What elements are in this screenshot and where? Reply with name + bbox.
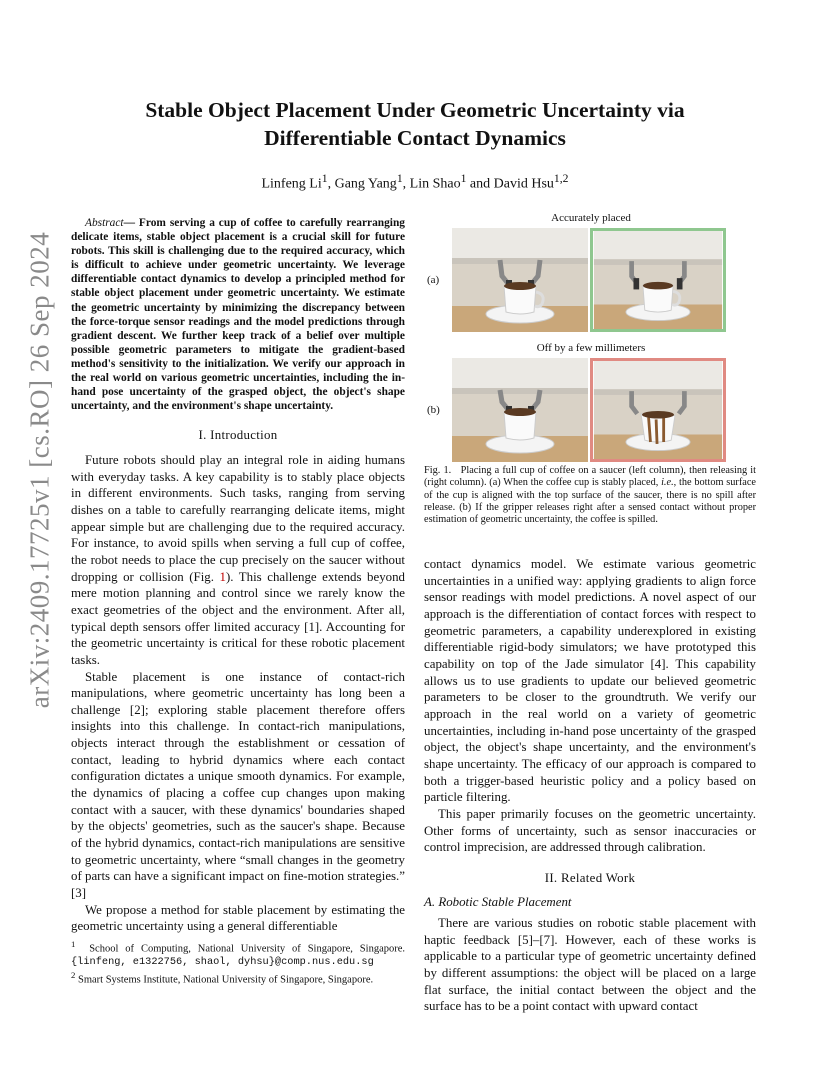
paragraph-text: Future robots should play an integral role in aiding humans with everyday tasks. A key capability is to stably place objects in different environments. Such tasks, ranging from serving dishes on a table to carefully rearranging delicate items, might appear simple but are challenging due to the required accuracy. For instance, to avoid spills when serving a full cup of coffee, the robot needs to place the cup precisely on the saucer without dropping or collision (Fig. — [71, 452, 405, 584]
paragraph: Stable placement is one instance of contact-rich manipulations, where geometric uncertainty has long been a challenge [2]; exploring stable placement therefore offers insights into this challenge. In contact-rich manipulations, objects interact through the establishment or cessation of contact, leading to hybrid dynamics where each contact configuration dictates a unique smooth dynamics. For example, the dynamics of placing a coffee cup changes upon making contact with a saucer, with these dynamics' boundaries shaped by the objects' geometries, such as the saucer's shape. Because of the hybrid dynamics, contact-rich manipulations are sensitive to geometric uncertainty, where “small changes in the geometry of parts can have a significant impact on fine-motion strategies.” [3] — [71, 669, 405, 901]
figure-row-b — [424, 358, 758, 464]
footnote-text: Smart Systems Institute, National University of Singapore, Singapore. — [78, 974, 374, 986]
footnote-mark: 1 — [71, 939, 76, 949]
subsection-heading: A. Robotic Stable Placement — [424, 895, 572, 910]
author-name: David Hsu — [493, 176, 554, 192]
cup-spilled-image — [593, 361, 723, 459]
arxiv-identifier-margin — [0, 0, 70, 1072]
footnote-1 — [71, 938, 405, 969]
caption-text: , the bottom surface of the cup is aligned with the top surface of the saucer, there is no spill after release. (b) If the gripper releases right after a sensed contact without proper estimation of geometric uncertainty, the coffee is spilled. — [424, 477, 756, 526]
row-label: (a) — [427, 274, 440, 286]
figure-caption — [424, 465, 756, 526]
figure-1 — [424, 212, 758, 468]
author-name: Lin Shao — [409, 176, 461, 192]
paragraph: This paper primarily focuses on the geometric uncertainty. Other forms of uncertainty, such as sensor inaccuracies or control imprecision, are addressed through calibration. — [424, 806, 756, 855]
author-list — [100, 172, 730, 193]
abstract-label: Abstract — [85, 217, 124, 229]
footnote-text: School of Computing, National University of Singapore, Singapore. — [89, 943, 406, 955]
figure-reference-link[interactable]: 1 — [219, 569, 226, 584]
paragraph — [71, 452, 405, 669]
photo-misplaced-cup-gripper — [452, 358, 588, 462]
photo-released-cup-spilled — [590, 358, 726, 462]
affiliation-mark: 1 — [321, 172, 328, 185]
caption-italic: i.e. — [661, 477, 674, 489]
row-label: (b) — [427, 404, 440, 416]
photo-placed-cup-gripper — [452, 228, 588, 332]
arxiv-id: arXiv:2409.17725v1 [cs.RO] 26 Sep 2024 — [24, 231, 55, 709]
affiliation-mark: 1 — [396, 172, 403, 185]
left-column — [71, 216, 405, 935]
right-column — [424, 556, 756, 1015]
cup-released-image — [593, 231, 723, 329]
figure-row-a — [424, 228, 758, 334]
caption-label: Fig. 1. — [424, 465, 452, 476]
abstract — [71, 216, 405, 413]
footnote-mark: 2 — [71, 969, 76, 980]
author-name: Linfeng Li — [261, 176, 322, 192]
author-separator: and — [466, 176, 494, 192]
figure-row-title: Off by a few millimeters — [536, 342, 646, 354]
email-addresses: {linfeng, e1322756, shaol, dyhsu}@comp.nus.edu.sg — [71, 956, 374, 969]
author-name: Gang Yang — [334, 176, 397, 192]
photo-released-cup-no-spill — [590, 228, 726, 332]
affiliation-mark: 1 — [460, 172, 467, 185]
section-heading-introduction: I. Introduction — [198, 428, 278, 443]
abstract-text: — From serving a cup of coffee to carefully rearranging delicate items, stable object placement is a crucial skill for future robots. This skill is challenging due to the required accuracy, which is difficult to achieve under geometric uncertainty. We leverage differentiable contact dynamics to develop a principled method for stable object placement under geometric uncertainty. We estimate the geometric uncertainty by minimizing the discrepancy between the force-torque sensor readings and the model predictions through gradient descent. We further keep track of a belief over multiple possible geometric parameters to mitigate the gradient-based method's sensitivity to the initialization. We verify our approach in the real world on various geometric uncertainties, including the in-hand pose uncertainty of the grasped object, the object's shape uncertainty, and the environment's shape uncertainty. — [71, 217, 405, 413]
paragraph: We propose a method for stable placement by estimating the geometric uncertainty using a general differentiable — [71, 902, 405, 934]
section-heading-related-work: II. Related Work — [544, 870, 636, 885]
cup-on-saucer-image — [452, 228, 588, 332]
affiliation-mark: 1,2 — [553, 172, 569, 185]
paragraph-text: ). This challenge extends beyond mere motion planning and control since we rarely know the exact geometries of the object and the environment. After all, typical depth sensors offer limited accuracy [1]. Accounting for the geometric uncertainty is critical for these robotic placement tasks. — [71, 569, 405, 667]
paragraph: There are various studies on robotic stable placement with haptic feedback [5]–[7]. However, each of these works is applicable to a particular type of geometric uncertainty defined by different assumptions: the object will be placed on a large flat surface, the initial contact between the object and the surface has to be a point contact with upward contact — [424, 916, 756, 1014]
figure-row-title: Accurately placed — [551, 212, 631, 224]
cup-misplaced-image — [452, 358, 588, 462]
paper-title: Stable Object Placement Under Geometric Uncertainty via Differentiable Contact Dynamics — [145, 98, 685, 150]
footnotes — [71, 938, 405, 987]
footnote-2 — [71, 969, 405, 987]
author-separator: , — [402, 176, 410, 192]
author-separator: , — [327, 176, 335, 192]
caption-text: Placing a full cup of coffee on a saucer (left column), then releasing it (right column). (a) When the coffee cup is stably placed, — [424, 465, 757, 489]
paragraph: contact dynamics model. We estimate various geometric uncertainties in a unified way: applying gradients to align force sensor readings with model predictions. A novel aspect of our approach is the differentiation of contact forces with respect to geometric parameters, a capability underexplored in existing differentiable rigid-body simulators; we have prototyped this capability on top of the Jade simulator [4]. This capability allows us to use gradients to update our believed geometric parameters to be closer to the groundtruth. We verify our approach in the real world on a variety of geometric uncertainties, including in-hand pose uncertainty of the grasped object, the object's shape uncertainty, and the environment's shape uncertainty. The efficacy of our approach is compared to both a trigger-based heuristic policy and a policy based on particle filtering. — [424, 557, 756, 805]
